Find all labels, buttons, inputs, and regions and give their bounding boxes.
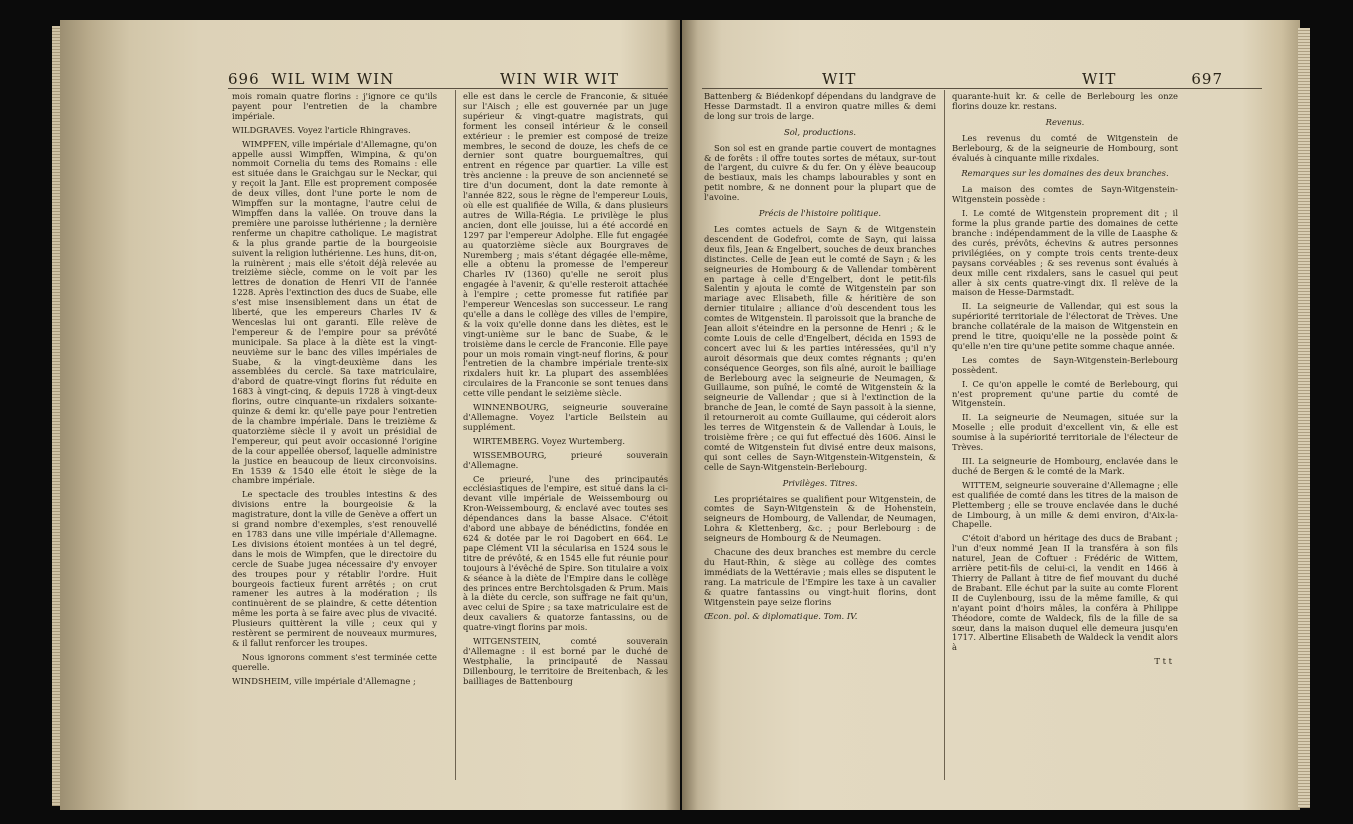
paragraph: III. La seigneurie de Hombourg, enclavée dans le duché de Bergen & le comté de la Mark. bbox=[952, 456, 1178, 476]
paragraph: Ce prieuré, l'une des principautés ecclésiastiques de l'empire, est situé dans la ci-devant ville impériale de Weissembourg ou Kron-Weissembourg, & enclavé avec toutes ses dépendances dans la basse Alsace. C'étoit d'abord une abbaye de bénédictins, fondée en 624 & dotée par le roi Dagobert en 664. Le pape Clément VII la sécularisa en 1524 sous le titre de prévôté, & en 1545 elle fut réunie pour toujours à l'évêché de Spire. Son titulaire a voix & séance à la diète de l'Empire dans le collège des princes entre Berchtolsgaden & Prum. Mais à la diète du cercle, son suffrage ne fait qu'un, avec celui de Spire ; sa taxe matriculaire est de deux cavaliers & quatorze fantassins, ou de quatre-vingt florins par mois. bbox=[463, 473, 668, 633]
paragraph: Chacune des deux branches est membre du cercle du Haut-Rhin, & siège au collège des comtes immédiats de la Wettéravie ; mais elles se disputent le rang. La matricule de l'Empire les taxe à un cavalier & quatre fantassins ou vingt-huit florins, dont Witgenstein paye seize florins bbox=[704, 547, 936, 607]
left-running-head-text: WIL WIM WIN bbox=[271, 70, 395, 88]
left-head-rule bbox=[228, 88, 668, 89]
section-title: Sol, productions. bbox=[783, 126, 857, 137]
right-page-edges bbox=[1298, 28, 1310, 808]
paragraph: Les revenus du comté de Witgenstein de Berlebourg, & de la seigneurie de Hombourg, sont évalués à cinquante mille rixdales. bbox=[952, 132, 1178, 163]
right-running-head-first: WIT bbox=[822, 70, 857, 88]
paragraph: La maison des comtes de Sayn-Witgenstein-Witgenstein possède : bbox=[952, 184, 1178, 205]
section-title: Remarques sur les domaines des deux branches. bbox=[961, 168, 1169, 179]
right-head-rule bbox=[702, 88, 1262, 89]
open-book bbox=[60, 20, 1300, 816]
section-title: Revenus. bbox=[1045, 116, 1085, 127]
right-column-1 bbox=[704, 92, 936, 782]
left-running-head bbox=[228, 70, 394, 88]
paragraph: I. Ce qu'on appelle le comté de Berlebourg, qui n'est proprement qu'une partie du comté de Witgenstein. bbox=[952, 378, 1178, 409]
paragraph: elle est dans le cercle de Franconie, & située sur l'Aisch ; elle est gouvernée par un juge supérieur & vingt-quatre magistrats, qui forment les conseil intérieur & le conseil extérieur : le premier est composé de treize membres, le second de douze, les chefs de ce dernier sont quatre bourguemaîtres, qui entrent en régence par quartier. La ville est très ancienne : la preuve de son ancienneté se tire d'un document, dont la date remonte à l'année 822, sous le règne de l'empereur Louis, où elle est qualifiée de Willa, & dans plusieurs autres de Willa-Régia. Le privilège le plus ancien, dont elle jouisse, lui a été accordé en 1297 par l'empereur Adolphe. Elle fut engagée au quatorzième siècle aux Bourgraves de Nuremberg ; mais s'étant dégagée elle-même, elle a obtenu la promesse de l'empereur Charles IV (1360) qu'elle ne seroit plus engagée à l'avenir, & qu'elle resteroit attachée à l'empire ; cette promesse fut ratifiée par l'empereur Wenceslas son successeur. Le rang qu'elle a dans le collège des villes de l'empire, & la voix qu'elle donne dans les diètes, est le vingt-unième sur le banc de Suabe, & le troisième dans le cercle de Franconie. Elle paye pour un mois romain vingt-neuf florins, & pour l'entretien de la chambre impériale trente-six rixdalers huit kr. La plupart des assemblées circulaires de la Franconie se sont tenues dans cette ville pendant le seizième siècle. bbox=[463, 92, 668, 399]
article-heading: WISSEMBOURG, prieuré souverain d'Allemagne. bbox=[463, 449, 668, 470]
right-column-rule bbox=[944, 90, 945, 780]
right-running-head-text: WIT bbox=[1082, 70, 1117, 88]
paragraph: WITGENSTEIN, comté souverain d'Allemagne : il est borné par le duché de Westphalie, la principauté de Nassau Dillenbourg, le territoire de Breitenbach, & les bailliages de Battenbourg bbox=[463, 636, 668, 686]
paragraph: Le spectacle des troubles intestins & des divisions entre la bourgeoisie & la magistrature, dont la ville de Genève a offert un si grand nombre d'exemples, s'est renouvellé en 1783 dans une ville impériale d'Allemagne. Les divisions étoient montées à un tel degré, dans le mois de Wimpfen, que le directoire du cercle de Suabe jugea nécessaire d'y envoyer des troupes pour y rétablir l'ordre. Huit bourgeois factieux furent arrêtés ; on crut ramener les autres à la modération ; ils continuèrent de se plaindre, & cette détention même les porta à se faire avec plus de vivacité. Plusieurs quittèrent la ville ; ceux qui y restèrent se permirent de nouveaux murmures, & il fallut renforcer les troupes. bbox=[232, 489, 437, 648]
right-column-2 bbox=[952, 92, 1178, 782]
paragraph: WITTEM, seigneurie souveraine d'Allemagne ; elle est qualifiée de comté dans les titres de la maison de Plettemberg ; elle se trouve enclavée dans le duché de Limbourg, à un mille & demi environ, d'Aix-la-Chapelle. bbox=[952, 479, 1178, 530]
paragraph: Les comtes de Sayn-Witgenstein-Berlebourg possèdent. bbox=[952, 354, 1178, 375]
left-column-rule bbox=[455, 90, 456, 780]
article-heading: WILDGRAVES. Voyez l'article Rhingraves. bbox=[232, 124, 411, 135]
paragraph: mois romain quatre florins : j'ignore ce qu'ils payent pour l'entretien de la chambre impériale. bbox=[232, 92, 437, 121]
paragraph: WIMPFEN, ville impériale d'Allemagne, qu'on appelle aussi Wimpffen, Wimpina, & qu'on nommoit Cornelia du tems des Romains : elle est située dans le Graichgau sur le Neckar, qui y reçoit la Jant. Elle est proprement composée de deux villes, dont l'une porte le nom de Wimpffen sur la montagne, l'autre celui de Wimpffen dans la vallée. On trouve dans la première une paroisse luthérienne ; la dernière renferme un chapitre catholique. Le magistrat & la plus grande partie de la bourgeoisie suivent la religion luthérienne. Les huns, dit-on, la ruinèrent ; mais elle s'étoit déjà relevée au treizième siècle, comme on le voit par les lettres de donation de Henri VII de l'année 1228. Après l'extinction des ducs de Suabe, elle s'est mise insensiblement dans un état de liberté, que les empereurs Charles IV & Wenceslas lui ont garanti. Elle relève de l'empereur & de l'empire pour sa prévôté municipale. Sa place à la diète est la vingt-neuvième sur le banc des villes impériales de Suabe, & la vingt-deuxième dans les assemblées du cercle. Sa taxe matriculaire, d'abord de quatre-vingt florins fut réduite en 1683 à vingt-cinq, & depuis 1728 à vingt-deux florins, outre cinquante-un rixdalers soixante-quinze & demi kr. qu'elle paye pour l'entretien de la chambre impériale. Dans le treizième & quatorzième siècle il y avoit un présidial de l'empereur, qui peut avoir occasionné l'origine de la cour appellée obersof, laquelle administre la justice en beaucoup de lieux circonvoisins. En 1539 & 1540 elle étoit le siège de la chambre impériale. bbox=[232, 138, 437, 486]
right-page bbox=[682, 20, 1300, 810]
paragraph: II. La seigneurie de Neumagen, située sur la Moselle ; elle produit d'excellent vin, & elle est soumise à la supériorité territoriale de l'électeur de Trèves. bbox=[952, 412, 1178, 453]
paragraph: C'étoit d'abord un héritage des ducs de Brabant ; l'un d'eux nommé Jean II la transféra à son fils naturel, Jean de Coftuer : Frédéric de Wittem, arrière petit-fils de celui-ci, la vendit en 1466 à Thierry de Pallant à titre de fief mouvant du duché de Brabant. Elle échut par la suite au comte Florent II de Cuylenbourg, issu de la même famille, & qui n'ayant point d'hoirs mâles, la conféra à Philippe Théodore, comte de Waldeck, fils de la fille de sa sœur, dans la maison duquel elle demeura jusqu'en 1717. Albertine Elisabeth de Waldeck la vendit alors à bbox=[952, 533, 1178, 653]
paragraph: II. La seigneurie de Vallendar, qui est sous la supériorité territoriale de l'électorat de Trèves. Une branche collatérale de la maison de Witgenstein en prend le titre, quoiqu'elle ne la possède point & qu'elle n'en tire qu'une petite somme chaque année. bbox=[952, 301, 1178, 351]
left-column-2 bbox=[463, 92, 668, 782]
paragraph: quarante-huit kr. & celle de Berlebourg les onze florins douze kr. restans. bbox=[952, 92, 1178, 111]
paragraph: Nous ignorons comment s'est terminée cette querelle. bbox=[232, 651, 437, 672]
paragraph: Battenberg & Biédenkopf dépendans du landgrave de Hesse Darmstadt. Il a environ quatre milles & demi de long sur trois de large. bbox=[704, 92, 936, 121]
signature-mark: T t t bbox=[1154, 656, 1172, 667]
paragraph: Son sol est en grande partie couvert de montagnes & de forêts : il offre toutes sortes de métaux, sur-tout de l'argent, du cuivre & du fer. On y élève beaucoup de bestiaux, mais les champs labourables y sont en petit nombre, & ne donnent pour la plupart que de l'avoine. bbox=[704, 142, 936, 203]
left-page-number: 696 bbox=[228, 70, 260, 88]
article-heading: WIRTEMBERG. Voyez Wurtemberg. bbox=[473, 435, 625, 446]
left-page bbox=[60, 20, 680, 810]
right-page-number: 697 bbox=[1191, 70, 1223, 88]
section-title: Privilèges. Titres. bbox=[782, 477, 858, 488]
paragraph: I. Le comté de Witgenstein proprement dit ; il forme la plus grande partie des domaines de cette branche : indépendamment de la ville de Laasphe & des curés, prévôts, échevins & autres personnes privilégiées, on y compte trois cents trente-deux paysans corvéables ; & ses revenus sont évalués à deux mille cent rixdalers, sans le casuel qui peut aller à six cents quatre-vingt dix. Il relève de la maison de Hesse-Darmstadt. bbox=[952, 208, 1178, 298]
article-heading: WINDSHEIM, ville impériale d'Allemagne ; bbox=[232, 675, 416, 686]
paragraph: Les propriétaires se qualifient pour Witgenstein, de comtes de Sayn-Witgenstein & de Hohenstein, seigneurs de Hombourg, de Vallendar, de Neumagen, Lohra & Klettenberg, &c. ; pour Berlebourg : de seigneurs de Hombourg & de Neumagen. bbox=[704, 493, 936, 544]
right-running-head bbox=[1082, 70, 1223, 88]
footer-signature: Œcon. pol. & diplomatique. Tom. IV. bbox=[704, 610, 858, 621]
paragraph: Les comtes actuels de Sayn & de Witgenstein descendent de Godefroi, comte de Sayn, qui laissa deux fils, Jean & Engelbert, souches de deux branches distinctes. Celle de Jean eut le comté de Sayn ; & les seigneuries de Hombourg & de Vallendar tombèrent en partage à celle d'Engelbert, dont le petit-fils Salentin y ajouta le comté de Witgenstein par son mariage avec Elisabeth, fille & héritière de son dernier titulaire ; alliance d'où descendent tous les comtes de Witgenstein. Il paroissoit que la branche de Jean alloit s'éteindre en la personne de Henri ; & le comte Louis de celle d'Engelbert, décida en 1593 de concert avec lui & les parties intéressées, qu'il n'y auroit désormais que deux comtes régnants ; qu'en conséquence Georges, son fils aîné, auroit le bailliage de Berlebourg avec la seigneurie de Neumagen, & Guillaume, son puîné, le comté de Witgenstein & la seigneurie de Vallendar ; que si à l'extinction de la branche de Jean, le comté de Sayn passoit à la sienne, il retourneroit au comte Guillaume, qui céderoit alors les terres de Witgenstein & de Vallendar à Louis, le troisième frère ; ce qui fut effectué dès 1606. Ainsi le comté de Witgenstein fut divisé entre deux maisons, qui sont celles de Sayn-Witgenstein-Witgenstein, & celle de Sayn-Witgenstein-Berlebourg. bbox=[704, 223, 936, 472]
left-column-1 bbox=[232, 92, 437, 782]
section-title: Précis de l'histoire politique. bbox=[758, 208, 882, 219]
article-heading: WINNENBOURG, seigneurie souveraine d'Allemagne. Voyez l'article Beilstein au supplément. bbox=[463, 402, 668, 432]
left-running-head-second: WIN WIR WIT bbox=[500, 70, 619, 88]
